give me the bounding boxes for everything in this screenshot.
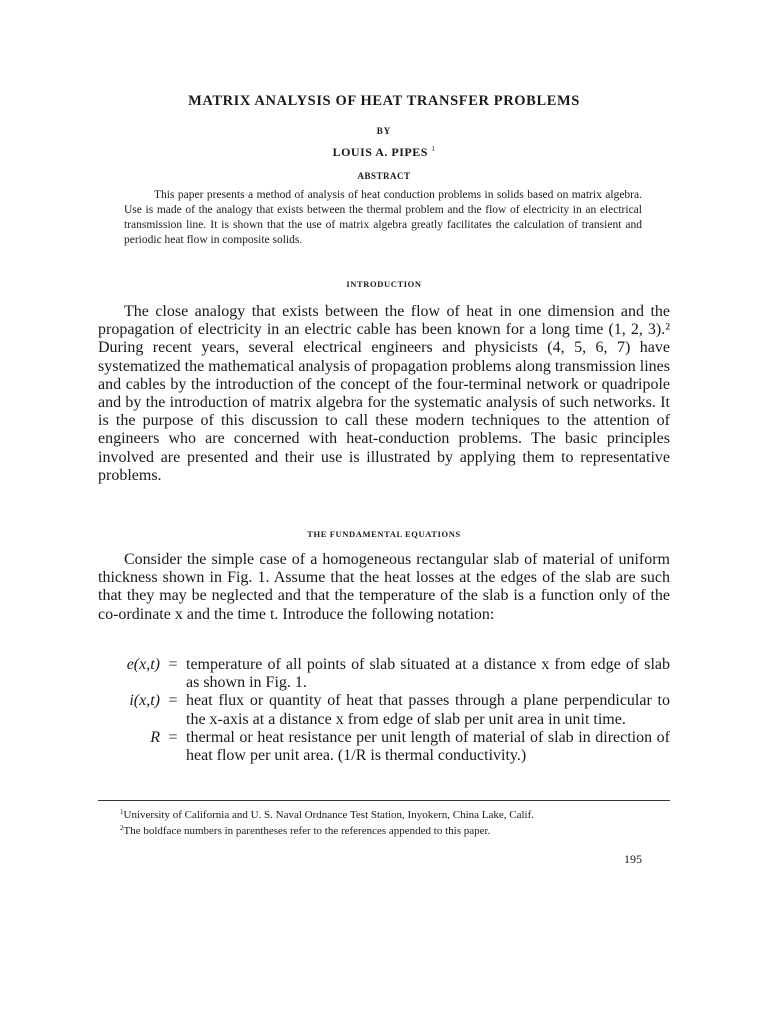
notation-term: i(x,t) <box>129 692 160 710</box>
fundamental-paragraph: Consider the simple case of a homogeneous rectangular slab of material of uniform thickness shown in Fig. 1. Assume that the heat losses at the edges of the slab are such that they may be neglected and that the temperature of the slab is a function only of the co-ordinate x and the time t. Introduce the following notation: <box>98 551 670 623</box>
footnote-mark: 2 <box>120 824 124 832</box>
fundamental-equations-heading: THE FUNDAMENTAL EQUATIONS <box>307 529 461 539</box>
fundamental-block <box>98 551 670 624</box>
notation-list <box>98 656 670 765</box>
footnote-text: University of California and U. S. Naval Ordnance Test Station, Inyokern, China Lake, Calif. <box>123 809 535 821</box>
paper-title: MATRIX ANALYSIS OF HEAT TRANSFER PROBLEMS <box>188 93 580 109</box>
notation-term: e(x,t) <box>126 656 160 673</box>
notation-equals: = <box>168 692 178 710</box>
notation-definition: heat flux or quantity of heat that passes through a plane perpendicular to the x-axis at a distance x from edge of slab per unit area in unit time. <box>186 692 670 728</box>
introduction-block <box>98 303 670 485</box>
notation-row <box>98 692 670 728</box>
footnote-text: The boldface numbers in parentheses refer to the references appended to this paper. <box>123 825 491 837</box>
abstract-block <box>124 188 642 248</box>
notation-definition: temperature of all points of slab situated at a distance x from edge of slab as shown in Fig. 1. <box>186 656 670 692</box>
abstract-heading: ABSTRACT <box>357 171 411 181</box>
footnote-item <box>98 806 670 822</box>
notation-equals: = <box>168 728 178 746</box>
notation-row <box>98 656 670 692</box>
footnote-mark: 1 <box>120 808 124 816</box>
byline-by: BY <box>376 126 392 136</box>
notation-term: R <box>150 728 160 746</box>
notation-definition: thermal or heat resistance per unit length of material of slab in direction of heat flow per unit area. (1/R is thermal conductivity.) <box>186 728 670 765</box>
author-text: LOUIS A. PIPES <box>332 145 428 159</box>
footnotes <box>98 806 670 838</box>
notation-row <box>98 729 670 765</box>
introduction-paragraph: The close analogy that exists between the flow of heat in one dimension and the propagation of electricity in an electric cable has been known for a long time (1, 2, 3).² During recent years, several electrical engineers and physicists (4, 5, 6, 7) have systematized the mathematical analysis of propagation problems along transmission lines and cables by the introduction of the concept of the four-terminal network or quadripole and by the introduction of matrix algebra for the systematic analysis of such networks. It is the purpose of this discussion to call these modern techniques to the attention of engineers who are concerned with heat-conduction problems. The basic principles involved are presented and their use is illustrated by applying them to representative problems. <box>98 303 670 484</box>
author-footnote-mark: 1 <box>431 145 436 153</box>
abstract-text: This paper presents a method of analysis of heat conduction problems in solids based on matrix algebra. Use is made of the analogy that exists between the thermal problem and the flow of electricity in an electrical transmission line. It is shown that the use of matrix algebra greatly facilitates the calculation of transient and periodic heat flow in composite solids. <box>124 189 642 246</box>
footnote-item <box>98 822 670 838</box>
notation-equals: = <box>168 656 178 673</box>
footnote-divider <box>98 800 670 801</box>
author-name <box>96 145 672 160</box>
introduction-heading: INTRODUCTION <box>346 279 422 289</box>
page-number: 195 <box>624 852 642 866</box>
